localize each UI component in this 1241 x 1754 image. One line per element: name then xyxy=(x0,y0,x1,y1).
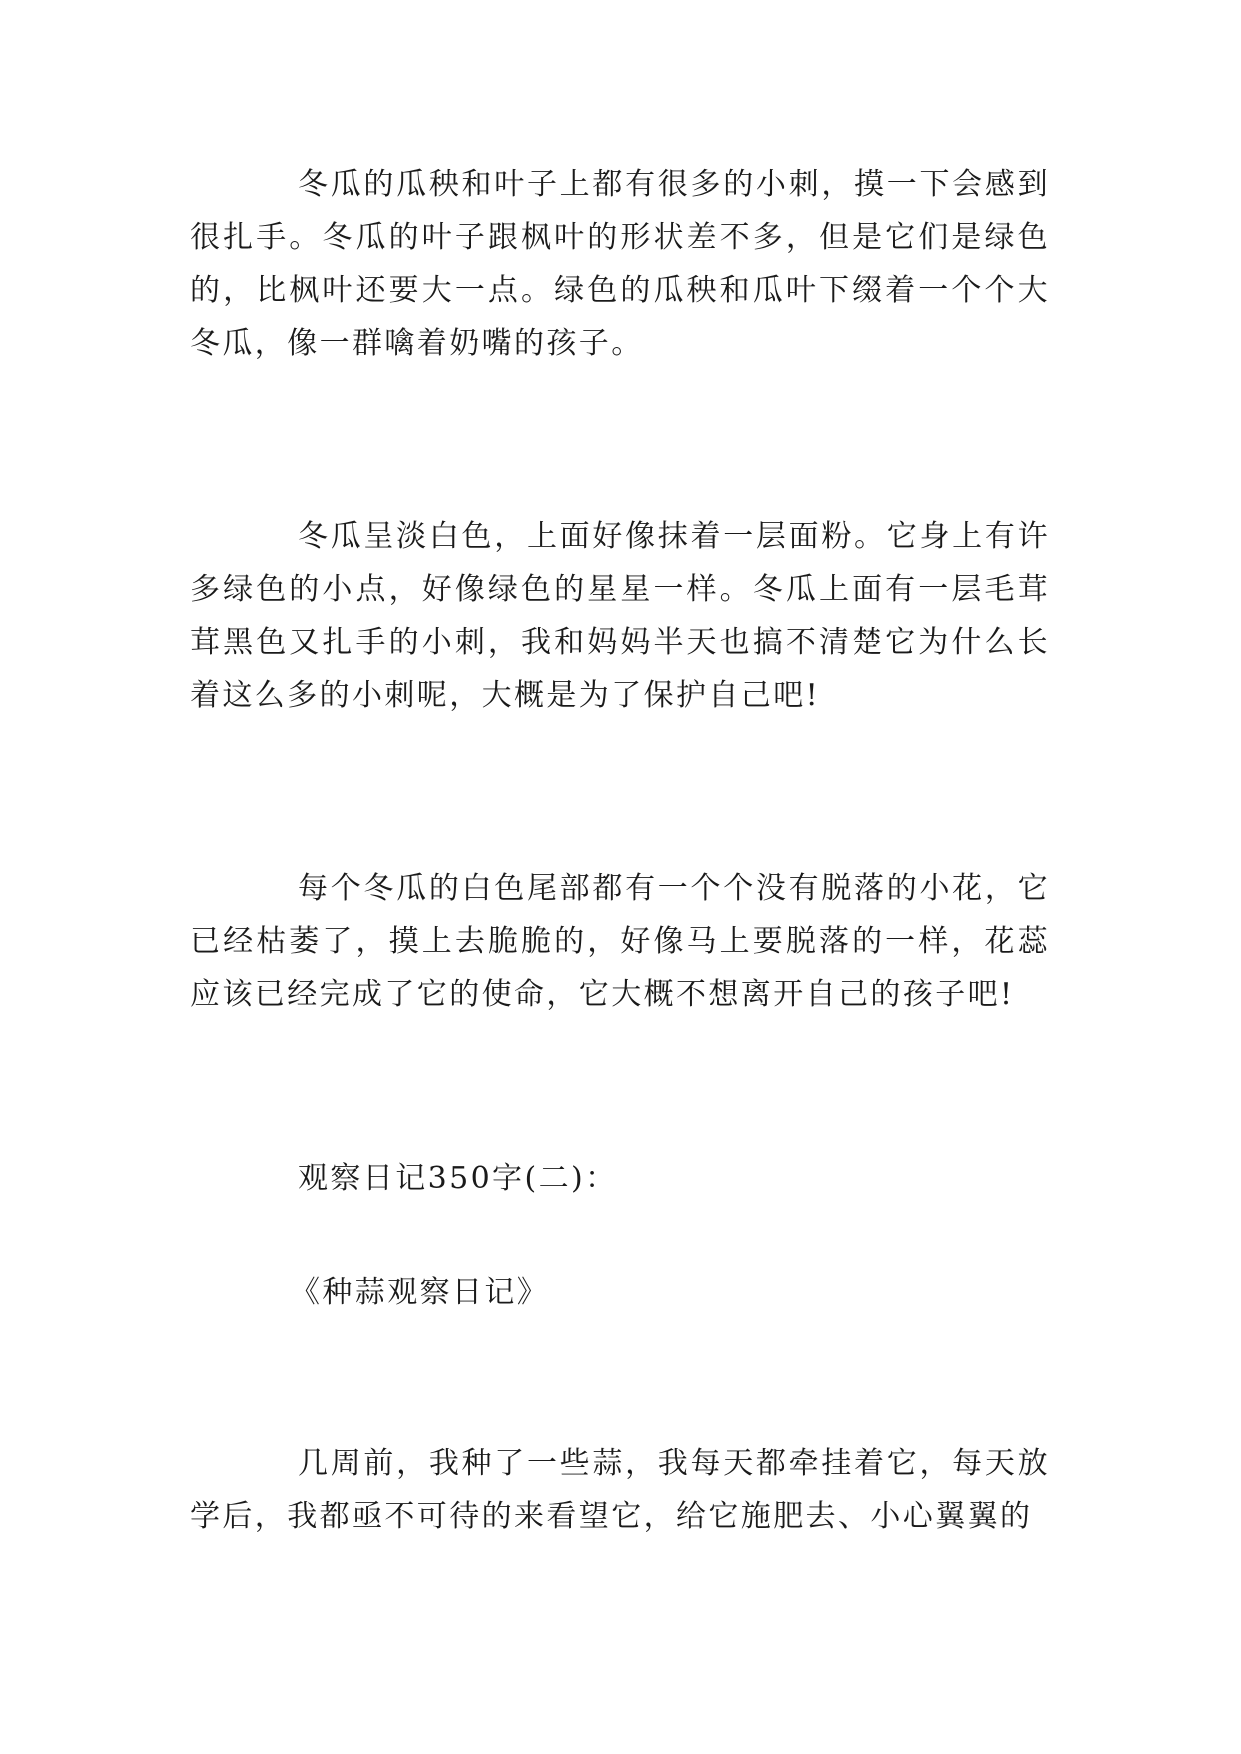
paragraph-winter-melon-flower: 每个冬瓜的白色尾部都有一个个没有脱落的小花，它已经枯萎了，摸上去脆脆的，好像马上要脱落的一样，花蕊应该已经完成了它的使命，它大概不想离开自己的孩子吧! xyxy=(190,871,1050,1012)
paragraph-garlic-intro: 几周前，我种了一些蒜，我每天都牵挂着它，每天放学后，我都亟不可待的来看望它，给它施肥去、小心翼翼的 xyxy=(190,1446,1050,1534)
section-heading: 观察日记350字(二)： xyxy=(298,1161,618,1196)
paragraph-winter-melon-leaves: 冬瓜的瓜秧和叶子上都有很多的小刺，摸一下会感到很扎手。冬瓜的叶子跟枫叶的形状差不多，但是它们是绿色的，比枫叶还要大一点。绿色的瓜秧和瓜叶下缀着一个个大冬瓜，像一群噙着奶嘴的孩子。 xyxy=(190,167,1050,361)
paragraph-winter-melon-skin: 冬瓜呈淡白色，上面好像抹着一层面粉。它身上有许多绿色的小点，好像绿色的星星一样。冬瓜上面有一层毛茸茸黑色又扎手的小刺，我和妈妈半天也搞不清楚它为什么长着这么多的小刺呢，大概是为了保护自己吧! xyxy=(190,519,1050,713)
article-title: 《种蒜观察日记》 xyxy=(290,1275,550,1310)
